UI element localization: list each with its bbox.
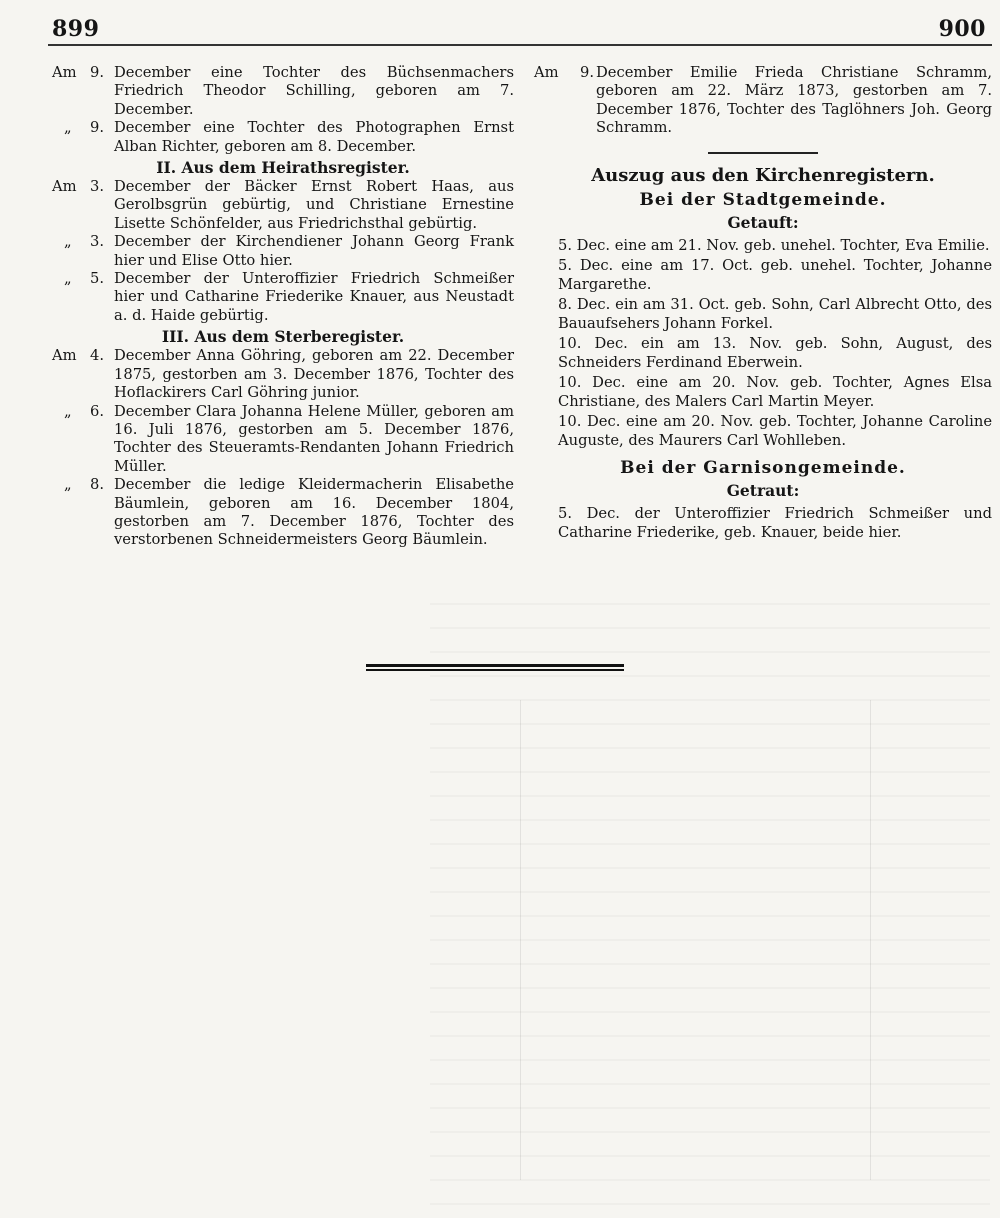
entry-text: December eine Tochter des Photographen Ernst Alban Richter, geboren am 8. December.: [114, 119, 514, 155]
list-item: [534, 236, 992, 255]
register-entry: [534, 64, 992, 138]
left-column: [52, 64, 514, 550]
register-entry: [52, 178, 514, 233]
section-divider: [708, 152, 818, 154]
page-number-left: 899: [52, 16, 100, 42]
section-heading-marriages: II. Aus dem Heirathsregister.: [156, 158, 410, 178]
list-item: [534, 334, 992, 372]
marriages-list: [534, 504, 992, 542]
church-register-title: Auszug aus den Kirchenregistern.: [591, 164, 935, 186]
entry-prefix: „: [64, 233, 72, 251]
entry-day: 8.: [90, 476, 105, 494]
register-entry: [52, 270, 514, 325]
header-rule: [48, 44, 992, 46]
entry-day: 3.: [90, 233, 105, 251]
baptisms-list: [534, 236, 992, 450]
bleed-through-background: [430, 585, 990, 1205]
entry-prefix: Am: [52, 178, 77, 196]
list-item: [534, 295, 992, 333]
list-item: [534, 373, 992, 411]
entry-day: 9.: [580, 64, 595, 81]
entry-text: December der Unteroffizier Friedrich Schmeißer hier und Catharine Friederike Knauer, aus Neustadt a. d. Haide gebürtig.: [114, 270, 514, 324]
entry-text: December der Kirchendiener Johann Georg Frank hier und Elise Otto hier.: [114, 233, 514, 269]
entry-day: 5.: [90, 270, 105, 288]
bleed-through-rule: [870, 700, 871, 1180]
item-date: 10. Dec.: [558, 334, 628, 352]
parish-heading-garnison: Bei der Garnisongemeinde.: [620, 457, 906, 478]
item-text: eine am 17. Oct. geb. unehel. Tochter, Johanne Margarethe.: [558, 256, 993, 293]
entry-text: December der Bäcker Ernst Robert Haas, aus Gerolbsgrün gebürtig, und Christiane Ernestine Lisette Schönfelder, aus Friedrichsthal gebürtig.: [114, 178, 514, 232]
entry-prefix: „: [64, 119, 72, 137]
entry-day: 3.: [90, 178, 105, 196]
item-text: der Unteroffizier Friedrich Schmeißer und Catharine Friederike, geb. Knauer, beide hier.: [558, 504, 993, 541]
end-double-rule: [366, 664, 624, 671]
baptisms-heading: Getauft:: [727, 212, 799, 232]
register-entry: [52, 119, 514, 156]
register-entry: [52, 403, 514, 477]
list-item: [534, 504, 992, 542]
entry-text: December Clara Johanna Helene Müller, geboren am 16. Juli 1876, gestorben am 5. December 1876, Tochter des Steueramts-Rendanten Johann Friedrich Müller.: [114, 402, 514, 475]
entry-day: 9.: [90, 119, 105, 137]
section-heading-deaths: III. Aus dem Sterberegister.: [161, 327, 405, 347]
entry-text: December Emilie Frieda Christiane Schramm, geboren am 22. März 1873, gestorben am 7. December 1876, Tochter des Taglöhners Joh. Georg Schramm.: [596, 64, 992, 137]
entry-day: 6.: [90, 402, 105, 420]
item-text: ein am 31. Oct. geb. Sohn, Carl Albrecht Otto, des Bauaufsehers Johann Forkel.: [558, 295, 993, 332]
item-date: 10. Dec.: [558, 412, 621, 430]
item-date: 5. Dec.: [558, 236, 611, 254]
item-text: eine am 20. Nov. geb. Tochter, Johanne Caroline Auguste, des Maurers Carl Wohlleben.: [558, 412, 993, 449]
entry-text: December Anna Göhring, geboren am 22. December 1875, gestorben am 3. December 1876, Tochter des Hoflackirers Carl Göhring junior.: [114, 347, 514, 402]
item-text: eine am 20. Nov. geb. Tochter, Agnes Elsa Christiane, des Malers Carl Martin Meyer.: [558, 373, 993, 410]
entry-text: December eine Tochter des Büchsenmachers Friedrich Theodor Schilling, geboren am 7. December.: [114, 64, 514, 118]
marriages-heading: Getraut:: [726, 480, 800, 500]
item-date: 8. Dec.: [558, 295, 611, 313]
register-entry: [52, 476, 514, 550]
entry-prefix: Am: [52, 347, 77, 365]
item-date: 5. Dec.: [558, 256, 614, 274]
entry-day: 4.: [90, 347, 105, 365]
entry-prefix: Am: [52, 64, 77, 81]
item-date: 5. Dec.: [558, 504, 620, 522]
right-column: [534, 64, 992, 543]
entry-text: December die ledige Kleidermacherin Elisabethe Bäumlein, geboren am 16. December 1804, gestorben am 7. December 1876, Tochter des verstorbenen Schneidermeisters Georg Bäumlein.: [114, 476, 514, 549]
item-date: 10. Dec.: [558, 373, 626, 391]
item-text: ein am 13. Nov. geb. Sohn, August, des Schneiders Ferdinand Eberwein.: [558, 334, 993, 371]
list-item: [534, 412, 992, 450]
list-item: [534, 256, 992, 294]
parish-heading-stadt: Bei der Stadtgemeinde.: [639, 189, 887, 210]
entry-prefix: „: [64, 476, 72, 494]
register-entry: [52, 347, 514, 402]
page-number-right: 900: [938, 16, 986, 42]
register-entry: [52, 233, 514, 270]
entry-prefix: „: [64, 402, 72, 420]
bleed-through-rule: [520, 700, 521, 1180]
item-text: eine am 21. Nov. geb. unehel. Tochter, Eva Emilie.: [614, 236, 990, 254]
entry-day: 9.: [90, 64, 105, 81]
register-entry: [52, 64, 514, 119]
entry-prefix: Am: [534, 64, 559, 81]
entry-prefix: „: [64, 270, 72, 288]
